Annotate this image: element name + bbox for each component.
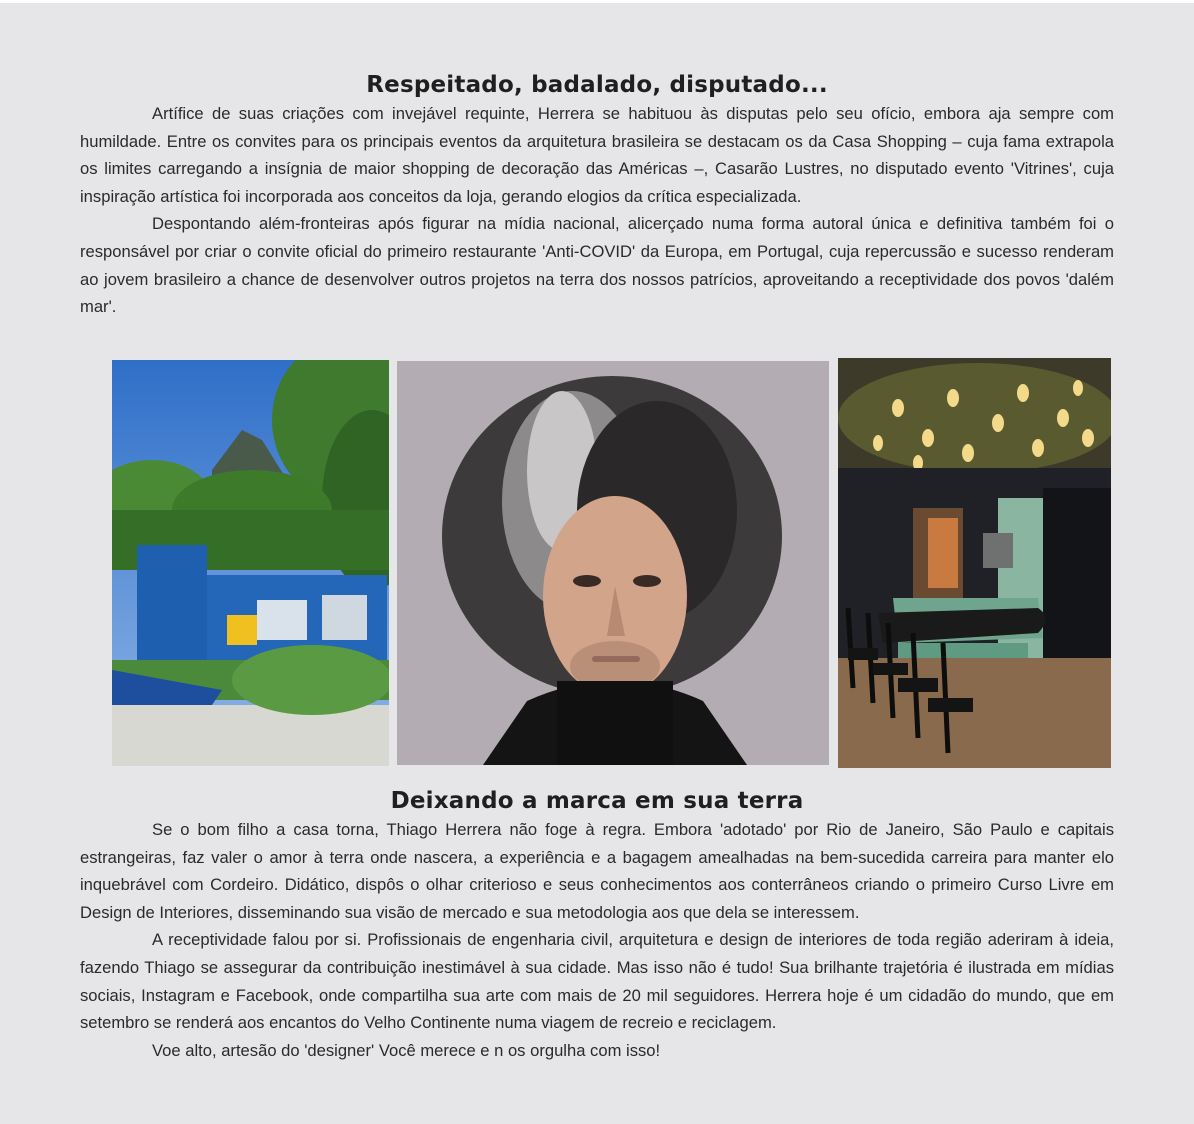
section-deixando-a-marca xyxy=(80,788,1114,1064)
container-house-photo xyxy=(112,360,389,766)
paragraph: Despontando além-fronteiras após figurar na mídia nacional, alicerçado numa forma autoral única e definitiva também foi o responsável por criar o convite oficial do primeiro restaurante 'Anti-COVID' da Europa, em Portugal, cuja repercussão e sucesso renderam ao jovem brasileiro a chance de desenvolver outros projetos na terra dos nossos patrícios, aproveitando a receptividade dos povos 'dalém mar'. xyxy=(80,214,1114,317)
top-border xyxy=(0,0,1194,3)
kitchen-interior-photo xyxy=(838,358,1111,768)
paragraph: Artífice de suas criações com invejável requinte, Herrera se habituou às disputas pelo seu ofício, embora aja sempre com humildade. Entre os convites para os principais eventos da arquitetura brasileira se destacam os da Casa Shopping – cuja fama extrapola os limites carregando a insígnia de maior shopping de decoração das Américas –, Casarão Lustres, no disputado evento 'Vitrines', cuja inspiração artística foi incorporada aos conceitos da loja, gerando elogios da crítica especializada. xyxy=(80,104,1114,206)
paragraph: A receptividade falou por si. Profissionais de engenharia civil, arquitetura e design de interiores de toda região aderiram à ideia, fazendo Thiago se assegurar da contribuição inestimável à sua cidade. Mas isso não é tudo! Sua brilhante trajetória é ilustrada em mídias sociais, Instagram e Facebook, onde compartilha sua arte com mais de 20 mil seguidores. Herrera hoje é um cidadão do mundo, que em setembro se renderá aos encantos do Velho Continente numa viagem de recreio e reciclagem. xyxy=(80,930,1114,1033)
paragraph: Voe alto, artesão do 'designer' Você merece e n os orgulha com isso! xyxy=(152,1040,661,1060)
section-respeitado xyxy=(80,72,1114,321)
paragraph: Se o bom filho a casa torna, Thiago Herrera não foge à regra. Embora 'adotado' por Rio de Janeiro, São Paulo e capitais estrangeiras, faz valer o amor à terra onde nascera, a experiência e a bagagem amealhadas na bem-sucedida carreira para manter elo inquebrável com Cordeiro. Didático, dispôs o olhar criterioso e seus conhecimentos aos conterrâneos criando o primeiro Curso Livre em Design de Interiores, disseminando sua visão de mercado e sua metodologia aos que dela se interessem. xyxy=(80,820,1114,922)
section-title: Respeitado, badalado, disputado... xyxy=(366,72,828,98)
portrait-photo xyxy=(397,361,829,765)
section-title: Deixando a marca em sua terra xyxy=(390,788,804,814)
